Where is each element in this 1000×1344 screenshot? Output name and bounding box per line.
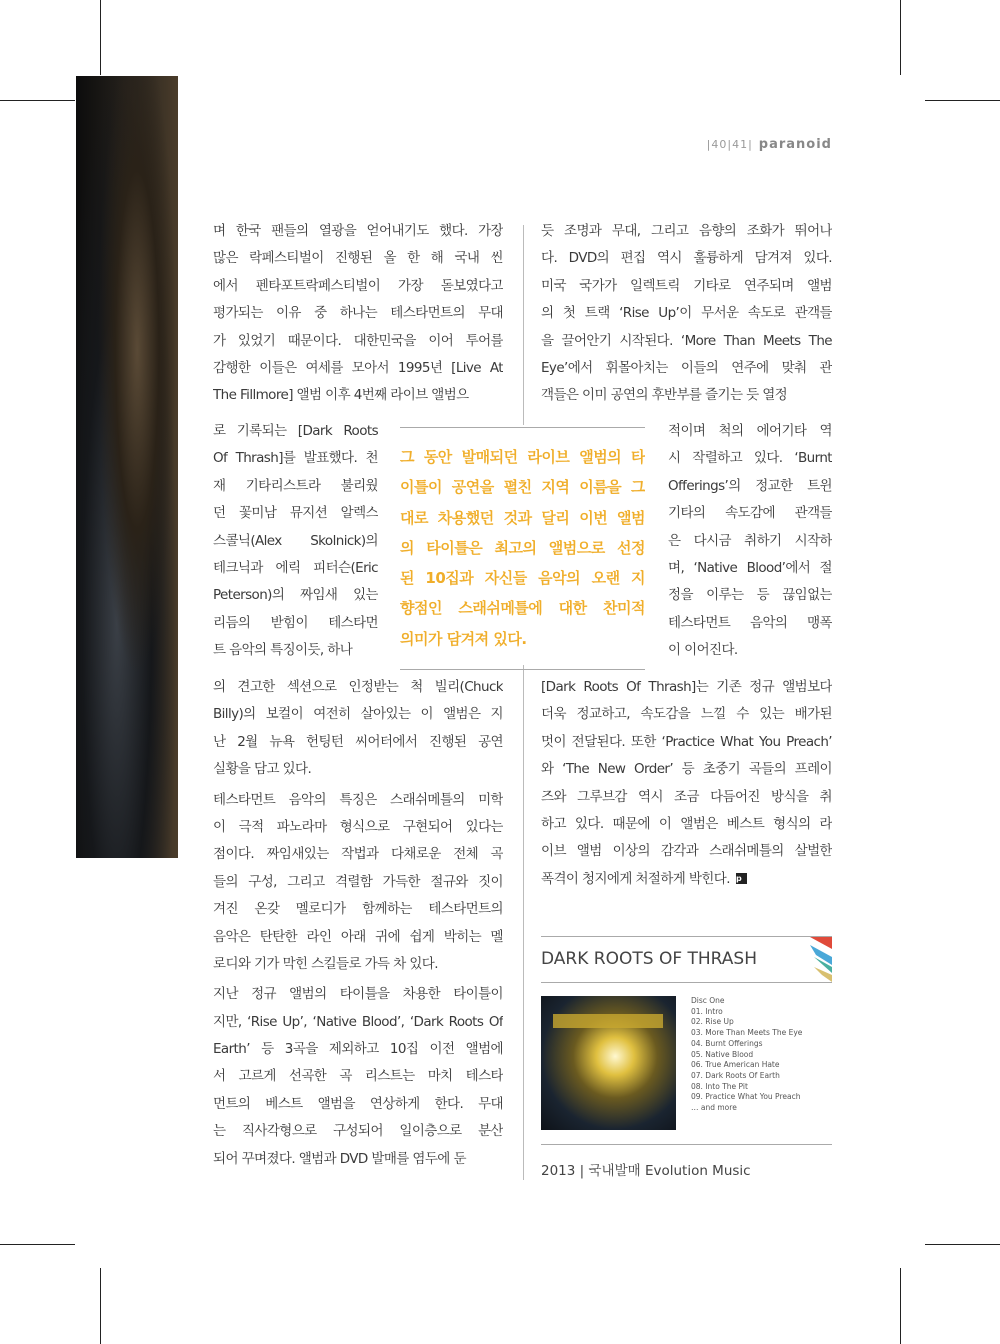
- text-line: 되어 꾸며졌다. 앨범과 DVD 발매를 염두에 둔: [213, 1150, 466, 1167]
- crop-mark: [0, 100, 75, 101]
- text-line: 이 극적 파노라마 형식으로 구현되어 있다는: [213, 818, 503, 835]
- crop-mark: [0, 1244, 75, 1245]
- right-column-top: [541, 218, 832, 413]
- text-line: 대로 차용했던 것과 달리 이번 앨범: [400, 508, 645, 527]
- text-line: 감행한 이들은 여세를 모아서 1995년 [Live At: [213, 359, 503, 376]
- crop-mark: [925, 1244, 1000, 1245]
- paragraph: [541, 674, 832, 893]
- text-line: Eye’에서 휘몰아치는 이들의 연주에 맞춰 관: [541, 359, 832, 376]
- text-line: 와 ‘The New Order’ 등 초중기 곡들의 프레이: [541, 761, 832, 778]
- track-item: 02. Rise Up: [691, 1017, 734, 1027]
- column-divider: [523, 225, 524, 425]
- crop-mark: [900, 0, 901, 75]
- text-line: 다. DVD의 편집 역시 훌륭하게 담겨져 있다.: [541, 250, 832, 267]
- text-line: 점이다. 짜임새있는 작법과 다채로운 전체 곡: [213, 846, 503, 863]
- paragraph: [400, 442, 645, 654]
- text-line: The Fillmore] 앨범 이후 4번째 라이브 앨범으: [213, 387, 469, 404]
- text-line: 이틀이 공연을 펼친 지역 이름을 그: [400, 478, 645, 497]
- left-column-middle: [213, 418, 378, 668]
- left-column-top: [213, 218, 503, 413]
- text-line: 더욱 정교하고, 속도감을 느낄 수 있는 배가된: [541, 706, 832, 723]
- text-line: 며, ‘Native Blood’에서 절: [668, 559, 832, 576]
- text-line: 하고 있다. 때문에 이 앨범은 베스트 형식의 라: [541, 815, 832, 832]
- paragraph: [213, 218, 503, 410]
- magazine-logo: paranoid: [758, 137, 832, 152]
- text-line: 의 견고한 섹션으로 인정받는 척 빌리(Chuck: [213, 679, 503, 695]
- page-numbers: |40|41|: [706, 138, 753, 151]
- text-line: 며 한국 팬들의 열광을 얻어내기도 했다. 가장: [213, 223, 503, 239]
- text-line: 실황을 담고 있다.: [213, 761, 312, 778]
- album-title: DARK ROOTS OF THRASH: [541, 949, 757, 969]
- track-list: [691, 996, 802, 1114]
- text-line: 던 꽃미남 뮤지션 알렉스: [213, 505, 378, 522]
- text-line: 난 2월 뉴욕 헌팅턴 씨어터에서 진행된 공연: [213, 733, 503, 750]
- color-stripes-icon: [810, 937, 832, 982]
- text-line: 시 작렬하고 있다. ‘Burnt: [668, 450, 832, 467]
- page-header: [707, 137, 832, 152]
- text-line: 정을 이루는 등 끊임없는: [668, 587, 832, 604]
- crop-mark: [100, 0, 101, 75]
- track-item: 06. True American Hate: [691, 1060, 780, 1070]
- text-line: 많은 락페스티벌이 진행된 올 한 해 국내 씬: [213, 250, 503, 267]
- text-line: 미국 국가가 일렉트릭 기타로 연주되며 앨범: [541, 277, 832, 294]
- track-item: 01. Intro: [691, 1006, 723, 1016]
- text-line: Peterson)의 짜임새 있는: [213, 587, 378, 604]
- text-line: 테스타먼트 음악의 맹폭: [668, 614, 832, 631]
- text-line: 에서 펜타포트락페스티벌이 가장 돋보였다고: [213, 277, 503, 294]
- paragraph: [213, 787, 503, 979]
- text-line: Offerings’의 정교한 트윈: [668, 477, 832, 494]
- album-info-box: [541, 936, 832, 1179]
- text-line: 는 직사각형으로 구성되어 일이층으로 분산: [213, 1123, 503, 1140]
- left-column-bottom: [213, 674, 503, 1176]
- text-line: Billy)의 보컬이 여전히 살아있는 이 앨범은 지: [213, 706, 503, 723]
- text-line: Of Thrash]를 발표했다. 천: [213, 450, 378, 467]
- text-line: 서 고르게 선곡한 곡 리스트는 마치 테스타: [213, 1068, 503, 1085]
- paragraph: [213, 674, 503, 784]
- text-line: Earth’ 등 3곡을 제외하고 10집 이전 앨범에: [213, 1041, 503, 1058]
- text-line: 의 타이틀은 최고의 앨범으로 선정: [400, 538, 645, 557]
- crop-mark: [925, 100, 1000, 101]
- track-item: 03. More Than Meets The Eye: [691, 1028, 803, 1038]
- text-line: 폭격이 청지에게 처절하게 박힌다. p: [541, 866, 832, 893]
- text-line: 로 기록되는 [Dark Roots: [213, 423, 378, 439]
- track-item: Disc One: [691, 996, 725, 1005]
- text-line: 객들은 이미 공연의 후반부를 즐기는 듯 열정: [541, 387, 788, 404]
- track-item: 09. Practice What You Preach: [691, 1092, 801, 1102]
- text-line: 이 이어진다.: [668, 642, 738, 659]
- text-line: 트 음악의 특징이듯, 하나: [213, 642, 353, 659]
- paragraph: [541, 218, 832, 410]
- text-line: 로디와 기가 막힌 스킬들로 가득 차 있다.: [213, 955, 438, 972]
- paragraph: [213, 981, 503, 1173]
- text-line: 적이며 척의 에어기타 역: [668, 423, 832, 439]
- text-line: 된 10집과 자신들 음악의 오랜 지: [400, 569, 645, 588]
- track-item: 04. Burnt Offerings: [691, 1038, 763, 1048]
- album-cover-logo: [553, 1014, 663, 1028]
- text-line: [Dark Roots Of Thrash]는 기존 정규 앨범보다: [541, 679, 832, 695]
- track-item: 05. Native Blood: [691, 1049, 754, 1059]
- release-info: 2013 | 국내발매 Evolution Music: [541, 1144, 832, 1179]
- album-cover: [541, 996, 676, 1130]
- text-line: 향점인 스래쉬메틀에 대한 찬미적: [400, 599, 645, 618]
- track-item: 07. Dark Roots Of Earth: [691, 1070, 780, 1080]
- track-item: … and more: [691, 1103, 737, 1113]
- text-line: 가 있었기 때문이다. 대한민국을 이어 투어를: [213, 332, 503, 349]
- crop-mark: [900, 1268, 901, 1344]
- text-line: 지만, ‘Rise Up’, ‘Native Blood’, ‘Dark Roots Of: [213, 1013, 503, 1030]
- paragraph: [213, 418, 378, 665]
- text-line: 즈와 그루브감 역시 조금 다듬어진 방식을 취: [541, 788, 832, 805]
- text-line: 의 첫 트랙 ‘Rise Up’이 무서운 속도로 관객들: [541, 305, 832, 322]
- track-item: 08. Into The Pit: [691, 1081, 748, 1091]
- text-line: 을 끌어안기 시작된다. ‘More Than Meets The: [541, 332, 832, 349]
- text-line: 먼트의 베스트 앨범을 연상하게 한다. 무대: [213, 1095, 503, 1112]
- text-line: 멋이 전달된다. 또한 ‘Practice What You Preach’: [541, 733, 832, 750]
- text-line: 음악은 탄탄한 라인 아래 귀에 쉽게 박히는 멜: [213, 928, 503, 945]
- text-line: 기타의 속도감에 관객들: [668, 505, 832, 522]
- column-divider: [523, 665, 524, 1180]
- text-line: 재 기타리스트라 불리웠: [213, 477, 378, 494]
- text-line: 겨진 온갖 멜로디가 함께하는 테스타먼트의: [213, 901, 503, 918]
- text-line: 평가되는 이유 중 하나는 테스타먼트의 무대: [213, 305, 503, 322]
- right-column-middle: [668, 418, 832, 668]
- text-line: 의미가 담겨져 있다.: [400, 629, 527, 648]
- text-line: 들의 구성, 그리고 격렬함 가득한 절규와 짓이: [213, 873, 503, 890]
- band-photo: [76, 76, 178, 858]
- end-mark-icon: p: [736, 873, 747, 884]
- paragraph: [668, 418, 832, 665]
- right-column-bottom: [541, 674, 832, 896]
- text-line: 테크닉과 에릭 피터슨(Eric: [213, 559, 378, 576]
- text-line: 스콜닉(Alex Skolnick)의: [213, 532, 378, 549]
- text-line: 테스타먼트 음악의 특징은 스래쉬메틀의 미학: [213, 791, 503, 808]
- text-line: 이브 앨범 이상의 감각과 스래쉬메틀의 살벌한: [541, 843, 832, 860]
- text-line: 지난 정규 앨범의 타이틀을 차용한 타이틀이: [213, 986, 503, 1003]
- crop-mark: [100, 1268, 101, 1344]
- album-title-bar: [541, 936, 832, 983]
- text-line: 그 동안 발매되던 라이브 앨범의 타: [400, 448, 645, 466]
- pull-quote: [400, 427, 645, 670]
- text-line: 은 다시금 취하기 시작하: [668, 532, 832, 549]
- text-line: 리듬의 받힘이 테스타먼: [213, 614, 378, 631]
- text-line: 듯 조명과 무대, 그리고 음향의 조화가 뛰어나: [541, 223, 832, 239]
